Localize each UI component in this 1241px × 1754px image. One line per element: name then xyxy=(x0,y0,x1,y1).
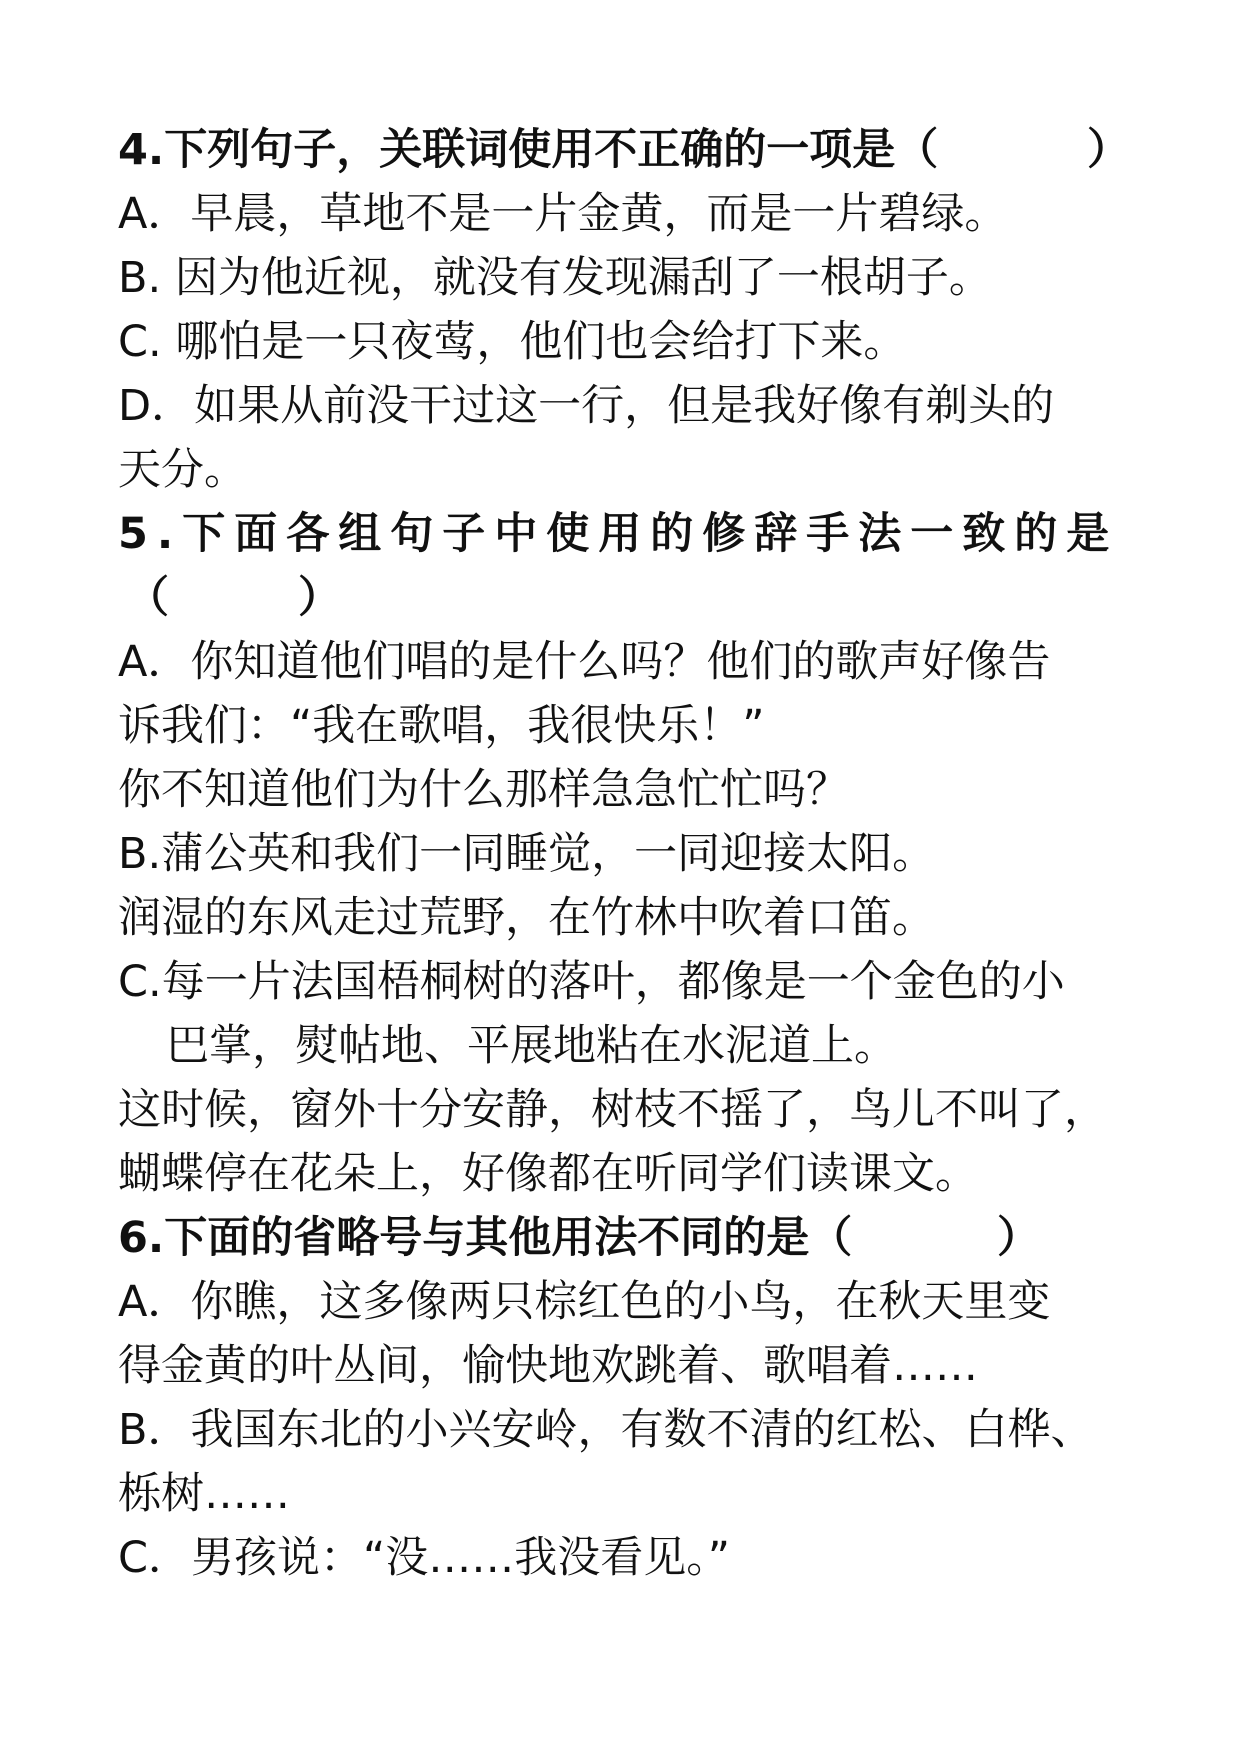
question-5-option-b-line2: 润湿的东风走过荒野，在竹林中吹着口笛。 xyxy=(118,893,935,943)
question-6-title xyxy=(118,1206,1130,1270)
question-6-option-c: C．男孩说：“没……我没看见。” xyxy=(118,1533,731,1583)
question-5-option-a-line1: A．你知道他们唱的是什么吗？他们的歌声好像告 xyxy=(118,637,1051,687)
question-5-option-a-line3: 你不知道他们为什么那样急急忙忙吗？ xyxy=(118,765,849,815)
question-4-option-a: A．早晨，草地不是一片金黄，而是一片碧绿。 xyxy=(118,189,1008,239)
question-4-close-paren: ） xyxy=(1087,125,1130,175)
question-6-option-a-line1: A．你瞧，这多像两只棕红色的小鸟，在秋天里变 xyxy=(118,1277,1051,1327)
question-4-option-c: C. 哪怕是一只夜莺，他们也会给打下来。 xyxy=(118,317,907,367)
question-5-option-b-line1: B.蒲公英和我们一同睡觉，一同迎接太阳。 xyxy=(118,829,936,879)
question-4-title xyxy=(118,118,1130,182)
question-5-option-a-line2: 诉我们：“我在歌唱，我很快乐！” xyxy=(118,701,765,751)
question-6-option-b-line2: 栎树…… xyxy=(118,1469,290,1519)
question-4-option-b: B. 因为他近视，就没有发现漏刮了一根胡子。 xyxy=(118,253,992,303)
exam-page xyxy=(118,118,1130,1590)
question-4-option-d: D．如果从前没干过这一行，但是我好像有剃头的 xyxy=(118,381,1055,431)
question-5-paren: （ ） xyxy=(126,573,341,623)
question-5-option-c-line1: C.每一片法国梧桐树的落叶，都像是一个金色的小 xyxy=(118,957,1065,1007)
question-4-option-d-cont: 天分。 xyxy=(118,445,247,495)
question-5-option-c-line3: 这时候，窗外十分安静，树枝不摇了，鸟儿不叫了， xyxy=(118,1085,1107,1135)
question-6-close-paren: ） xyxy=(997,1213,1040,1263)
question-5-title: 5.下面各组句子中使用的修辞手法一致的是 xyxy=(118,509,1119,559)
question-6-option-b-line1: B．我国东北的小兴安岭，有数不清的红松、白桦、 xyxy=(118,1405,1094,1455)
question-5-option-c-line4: 蝴蝶停在花朵上，好像都在听同学们读课文。 xyxy=(118,1149,978,1199)
question-6-text: 6.下面的省略号与其他用法不同的是（ xyxy=(118,1213,853,1263)
question-5-option-c-line2: 巴掌，熨帖地、平展地粘在水泥道上。 xyxy=(166,1021,897,1071)
question-6-option-a-line2: 得金黄的叶丛间，愉快地欢跳着、歌唱着…… xyxy=(118,1341,978,1391)
question-4-text: 4.下列句子，关联词使用不正确的一项是（ xyxy=(118,125,939,175)
